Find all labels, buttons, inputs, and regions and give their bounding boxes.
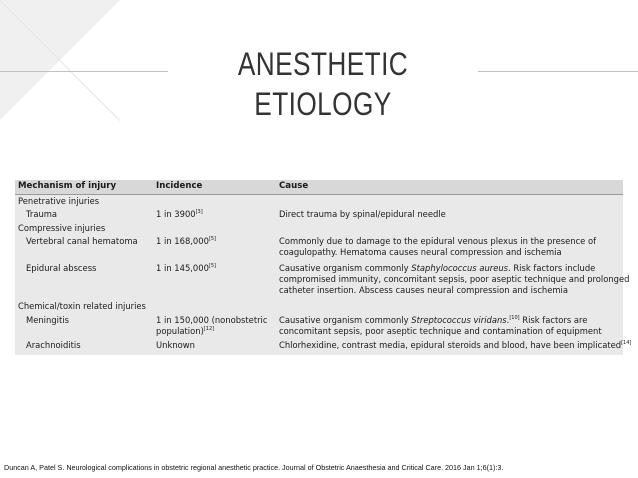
row-mechanism: Trauma: [26, 209, 58, 219]
etiology-table: [15, 180, 632, 355]
row-incidence-line: 1 in 150,000 (nonobstetric: [156, 315, 268, 325]
row-cause: Direct trauma by spinal/epidural needle: [279, 209, 446, 219]
header-cause: Cause: [279, 181, 309, 191]
row-mechanism: Epidural abscess: [26, 263, 97, 273]
row-incidence-line: population)[12]: [156, 326, 215, 336]
title-rule-right: [478, 71, 638, 72]
row-cause-line: coagulopathy. Hematoma causes neural compression and ischemia: [279, 247, 562, 257]
row-mechanism: Meningitis: [26, 315, 69, 325]
row-cause: Chlorhexidine, contrast media, epidural steroids and blood, have been implicated[14]: [279, 340, 632, 350]
row-incidence: 1 in 3900[3]: [156, 209, 203, 219]
row-mechanism: Vertebral canal hematoma: [26, 236, 138, 246]
row-incidence: 1 in 168,000[5]: [156, 236, 217, 246]
section-penetrative: Penetrative injuries: [18, 196, 100, 206]
citation-footer: Duncan A, Patel S. Neurological complications in obstetric regional anesthetic practice. Journal of Obstetric Anaesthesia and Critical Care. 2016 Jan 1;6(1):3.: [4, 463, 504, 472]
slide-title: ANESTHETIC ETIOLOGY: [237, 46, 409, 122]
row-incidence: 1 in 145,000[5]: [156, 263, 217, 273]
row-cause-line: Commonly due to damage to the epidural venous plexus in the presence of: [279, 236, 597, 246]
header-mechanism: Mechanism of injury: [18, 181, 117, 191]
title-rule-left: [0, 71, 168, 72]
row-incidence: Unknown: [156, 340, 195, 350]
table-header: [15, 180, 623, 195]
row-cause-line: catheter insertion. Abscess causes neural compression and ischemia: [279, 285, 569, 295]
row-cause-line: Causative organism commonly Staphylococcus aureus. Risk factors include: [279, 263, 596, 273]
row-cause-line: concomitant sepsis, poor aseptic technique and contamination of equipment: [279, 326, 602, 336]
row-cause-line: compromised immunity, concomitant sepsis, poor aseptic technique and prolonged: [279, 274, 630, 284]
row-cause-line: Causative organism commonly Streptococcus viridans.[10] Risk factors are: [279, 315, 588, 325]
section-chemical: Chemical/toxin related injuries: [18, 301, 146, 311]
section-compressive: Compressive injuries: [18, 223, 106, 233]
row-mechanism: Arachnoiditis: [26, 340, 81, 350]
header-incidence: Incidence: [156, 181, 203, 191]
